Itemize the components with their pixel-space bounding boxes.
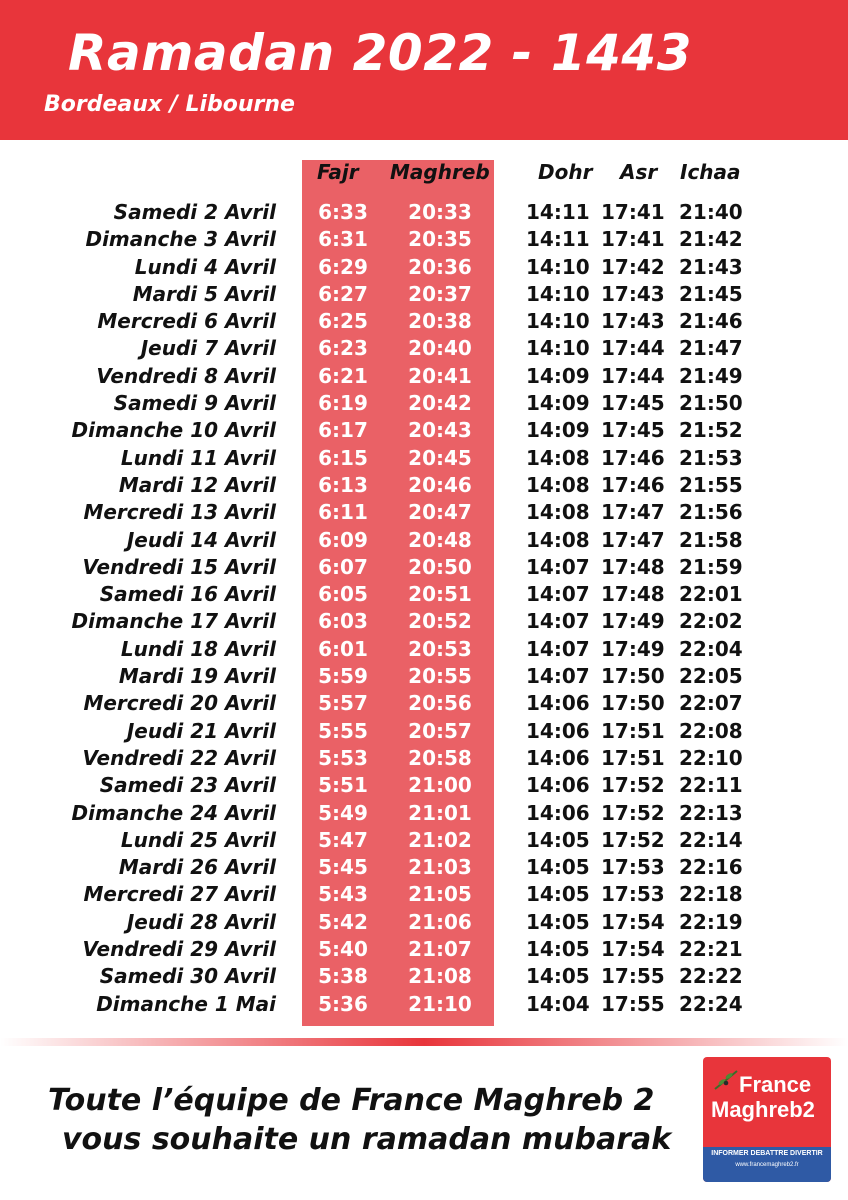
table-row: [0, 608, 848, 635]
maghreb-time: 20:58: [408, 745, 472, 770]
france-maghreb2-logo: [703, 1057, 831, 1182]
maghreb-time: 20:48: [408, 527, 472, 552]
table-row: [0, 363, 848, 390]
day-label: Vendredi 29 Avril: [82, 937, 276, 962]
fajr-time: 5:51: [318, 773, 368, 798]
table-row: [0, 936, 848, 963]
fajr-time: 6:13: [318, 472, 368, 497]
table-row: [0, 854, 848, 881]
olive-branch-icon: [713, 1067, 739, 1093]
ichaa-time: 21:58: [679, 527, 743, 552]
ichaa-time: 22:04: [679, 636, 743, 661]
dohr-time: 14:07: [526, 636, 590, 661]
logo-text-line-1: France: [739, 1072, 812, 1097]
ichaa-time: 21:42: [679, 227, 743, 252]
dohr-time: 14:05: [526, 827, 590, 852]
day-label: Vendredi 22 Avril: [82, 745, 276, 770]
day-label: Mardi 19 Avril: [118, 664, 276, 689]
maghreb-time: 20:37: [408, 281, 472, 306]
ichaa-time: 22:13: [679, 800, 743, 825]
maghreb-time: 21:08: [408, 964, 472, 989]
asr-time: 17:48: [601, 554, 665, 579]
fajr-time: 6:33: [318, 200, 368, 224]
table-row: [0, 554, 848, 581]
maghreb-time: 20:47: [408, 500, 472, 525]
maghreb-time: 21:10: [408, 991, 472, 1016]
day-label: Vendredi 15 Avril: [82, 554, 276, 579]
maghreb-time: 20:43: [408, 418, 472, 443]
ichaa-time: 22:08: [679, 718, 743, 743]
ichaa-time: 21:43: [679, 254, 743, 279]
dohr-time: 14:10: [526, 254, 590, 279]
asr-time: 17:42: [601, 254, 665, 279]
asr-time: 17:52: [601, 800, 665, 825]
table-row: [0, 308, 848, 335]
fajr-time: 5:43: [318, 882, 368, 907]
table-row: [0, 881, 848, 908]
fajr-time: 6:29: [318, 254, 368, 279]
fajr-time: 5:42: [318, 909, 368, 934]
day-label: Lundi 18 Avril: [120, 636, 276, 661]
fajr-time: 6:17: [318, 418, 368, 443]
divider: [0, 1038, 848, 1046]
day-label: Mardi 12 Avril: [118, 472, 276, 497]
ichaa-time: 22:22: [679, 964, 743, 989]
asr-time: 17:51: [601, 718, 665, 743]
page-subtitle: Bordeaux / Libourne: [44, 92, 295, 117]
ichaa-time: 22:24: [679, 991, 743, 1016]
fajr-time: 6:19: [318, 391, 368, 416]
dohr-time: 14:09: [526, 418, 590, 443]
fajr-time: 6:11: [318, 500, 368, 525]
fajr-time: 6:31: [318, 227, 368, 252]
day-label: Jeudi 28 Avril: [126, 909, 276, 934]
fajr-time: 6:09: [318, 527, 368, 552]
day-label: Samedi 2 Avril: [113, 200, 276, 224]
dohr-time: 14:05: [526, 882, 590, 907]
asr-time: 17:54: [601, 937, 665, 962]
column-header-maghreb: Maghreb: [390, 160, 490, 184]
asr-time: 17:48: [601, 582, 665, 607]
table-row: [0, 909, 848, 936]
ichaa-time: 21:45: [679, 281, 743, 306]
ichaa-time: 22:05: [679, 664, 743, 689]
day-label: Lundi 4 Avril: [134, 254, 276, 279]
prayer-times-table: [0, 199, 848, 1018]
ichaa-time: 21:52: [679, 418, 743, 443]
column-header-ichaa: Ichaa: [680, 160, 741, 184]
asr-time: 17:53: [601, 855, 665, 880]
asr-time: 17:49: [601, 609, 665, 634]
maghreb-time: 20:52: [408, 609, 472, 634]
dohr-time: 14:08: [526, 500, 590, 525]
table-row: [0, 745, 848, 772]
table-row: [0, 800, 848, 827]
day-label: Lundi 25 Avril: [120, 827, 276, 852]
asr-time: 17:54: [601, 909, 665, 934]
asr-time: 17:44: [601, 336, 665, 361]
fajr-time: 5:38: [318, 964, 368, 989]
table-row: [0, 199, 848, 226]
table-row: [0, 663, 848, 690]
fajr-time: 5:49: [318, 800, 368, 825]
fajr-time: 5:59: [318, 664, 368, 689]
day-label: Samedi 9 Avril: [113, 391, 276, 416]
day-label: Dimanche 3 Avril: [85, 227, 276, 252]
asr-time: 17:53: [601, 882, 665, 907]
footer-message-line-1: Toute l’équipe de France Maghreb 2: [48, 1083, 655, 1118]
ichaa-time: 22:14: [679, 827, 743, 852]
header-banner: [0, 0, 848, 140]
fajr-time: 6:07: [318, 554, 368, 579]
ichaa-time: 21:50: [679, 391, 743, 416]
ichaa-time: 21:53: [679, 445, 743, 470]
fajr-time: 6:15: [318, 445, 368, 470]
day-label: Vendredi 8 Avril: [96, 363, 276, 388]
asr-time: 17:43: [601, 281, 665, 306]
column-header-asr: Asr: [620, 160, 658, 184]
asr-time: 17:52: [601, 827, 665, 852]
maghreb-time: 20:35: [408, 227, 472, 252]
day-label: Mercredi 13 Avril: [83, 500, 276, 525]
asr-time: 17:49: [601, 636, 665, 661]
table-row: [0, 772, 848, 799]
ichaa-time: 22:01: [679, 582, 743, 607]
asr-time: 17:44: [601, 363, 665, 388]
dohr-time: 14:06: [526, 800, 590, 825]
maghreb-time: 20:51: [408, 582, 472, 607]
fajr-time: 5:45: [318, 855, 368, 880]
maghreb-time: 20:36: [408, 254, 472, 279]
table-row: [0, 527, 848, 554]
maghreb-time: 21:02: [408, 827, 472, 852]
dohr-time: 14:09: [526, 391, 590, 416]
dohr-time: 14:11: [526, 227, 590, 252]
dohr-time: 14:05: [526, 964, 590, 989]
fajr-time: 6:01: [318, 636, 368, 661]
dohr-time: 14:07: [526, 609, 590, 634]
dohr-time: 14:05: [526, 909, 590, 934]
dohr-time: 14:07: [526, 582, 590, 607]
asr-time: 17:45: [601, 391, 665, 416]
maghreb-time: 20:56: [408, 691, 472, 716]
day-label: Dimanche 17 Avril: [71, 609, 276, 634]
maghreb-time: 20:42: [408, 391, 472, 416]
table-row: [0, 827, 848, 854]
fajr-time: 5:47: [318, 827, 368, 852]
day-label: Lundi 11 Avril: [120, 445, 276, 470]
fajr-time: 6:25: [318, 309, 368, 334]
dohr-time: 14:06: [526, 773, 590, 798]
ichaa-time: 22:16: [679, 855, 743, 880]
ichaa-time: 21:49: [679, 363, 743, 388]
table-row: [0, 390, 848, 417]
maghreb-time: 20:33: [408, 200, 472, 224]
dohr-time: 14:06: [526, 691, 590, 716]
asr-time: 17:41: [601, 200, 665, 224]
dohr-time: 14:08: [526, 445, 590, 470]
fajr-time: 6:05: [318, 582, 368, 607]
maghreb-time: 20:38: [408, 309, 472, 334]
dohr-time: 14:10: [526, 336, 590, 361]
ichaa-time: 21:59: [679, 554, 743, 579]
table-row: [0, 690, 848, 717]
dohr-time: 14:11: [526, 200, 590, 224]
column-header-fajr: Fajr: [317, 160, 359, 184]
fajr-time: 5:36: [318, 991, 368, 1016]
asr-time: 17:46: [601, 445, 665, 470]
dohr-time: 14:08: [526, 527, 590, 552]
ichaa-time: 22:18: [679, 882, 743, 907]
ichaa-time: 21:47: [679, 336, 743, 361]
fajr-time: 5:40: [318, 937, 368, 962]
table-row: [0, 499, 848, 526]
day-label: Dimanche 24 Avril: [71, 800, 276, 825]
dohr-time: 14:09: [526, 363, 590, 388]
asr-time: 17:55: [601, 964, 665, 989]
logo-tagline: INFORMER DEBATTRE DIVERTIR: [711, 1150, 823, 1157]
dohr-time: 14:06: [526, 718, 590, 743]
table-row: [0, 281, 848, 308]
ichaa-time: 21:55: [679, 472, 743, 497]
dohr-time: 14:05: [526, 937, 590, 962]
day-label: Mardi 26 Avril: [118, 855, 276, 880]
table-row: [0, 226, 848, 253]
table-row: [0, 254, 848, 281]
day-label: Jeudi 14 Avril: [126, 527, 276, 552]
day-label: Mercredi 20 Avril: [83, 691, 276, 716]
maghreb-time: 21:05: [408, 882, 472, 907]
asr-time: 17:41: [601, 227, 665, 252]
dohr-time: 14:10: [526, 281, 590, 306]
day-label: Samedi 23 Avril: [99, 773, 276, 798]
page-title: Ramadan 2022 - 1443: [68, 24, 693, 82]
maghreb-time: 21:06: [408, 909, 472, 934]
fajr-time: 6:03: [318, 609, 368, 634]
dohr-time: 14:06: [526, 745, 590, 770]
dohr-time: 14:05: [526, 855, 590, 880]
ichaa-time: 22:21: [679, 937, 743, 962]
day-label: Dimanche 1 Mai: [96, 991, 276, 1016]
day-label: Samedi 16 Avril: [99, 582, 276, 607]
ichaa-time: 21:46: [679, 309, 743, 334]
table-row: [0, 445, 848, 472]
table-row: [0, 581, 848, 608]
maghreb-time: 21:01: [408, 800, 472, 825]
dohr-time: 14:07: [526, 664, 590, 689]
ichaa-time: 22:19: [679, 909, 743, 934]
asr-time: 17:55: [601, 991, 665, 1016]
day-label: Mercredi 6 Avril: [97, 309, 276, 334]
asr-time: 17:47: [601, 500, 665, 525]
fajr-time: 6:27: [318, 281, 368, 306]
day-label: Samedi 30 Avril: [99, 964, 276, 989]
table-row: [0, 718, 848, 745]
day-label: Mardi 5 Avril: [132, 281, 276, 306]
asr-time: 17:47: [601, 527, 665, 552]
ichaa-time: 22:07: [679, 691, 743, 716]
dohr-time: 14:10: [526, 309, 590, 334]
dohr-time: 14:04: [526, 991, 590, 1016]
dohr-time: 14:08: [526, 472, 590, 497]
maghreb-time: 20:40: [408, 336, 472, 361]
maghreb-time: 21:00: [408, 773, 472, 798]
asr-time: 17:51: [601, 745, 665, 770]
asr-time: 17:50: [601, 691, 665, 716]
ichaa-time: 22:02: [679, 609, 743, 634]
asr-time: 17:46: [601, 472, 665, 497]
day-label: Mercredi 27 Avril: [83, 882, 276, 907]
asr-time: 17:50: [601, 664, 665, 689]
maghreb-time: 20:45: [408, 445, 472, 470]
ichaa-time: 21:40: [679, 200, 743, 224]
maghreb-time: 21:07: [408, 937, 472, 962]
table-row: [0, 636, 848, 663]
ichaa-time: 22:10: [679, 745, 743, 770]
maghreb-time: 20:55: [408, 664, 472, 689]
day-label: Jeudi 7 Avril: [140, 336, 276, 361]
table-row: [0, 472, 848, 499]
column-header-dohr: Dohr: [538, 160, 593, 184]
fajr-time: 5:53: [318, 745, 368, 770]
asr-time: 17:43: [601, 309, 665, 334]
day-label: Dimanche 10 Avril: [71, 418, 276, 443]
dohr-time: 14:07: [526, 554, 590, 579]
logo-url: www.francemaghreb2.fr: [735, 1162, 799, 1168]
table-row: [0, 417, 848, 444]
maghreb-time: 21:03: [408, 855, 472, 880]
maghreb-time: 20:46: [408, 472, 472, 497]
table-row: [0, 963, 848, 990]
asr-time: 17:45: [601, 418, 665, 443]
logo-tagline-bar: [703, 1147, 831, 1182]
fajr-time: 6:21: [318, 363, 368, 388]
fajr-time: 6:23: [318, 336, 368, 361]
day-label: Jeudi 21 Avril: [126, 718, 276, 743]
maghreb-time: 20:41: [408, 363, 472, 388]
asr-time: 17:52: [601, 773, 665, 798]
fajr-time: 5:55: [318, 718, 368, 743]
ichaa-time: 22:11: [679, 773, 743, 798]
maghreb-time: 20:53: [408, 636, 472, 661]
table-row: [0, 335, 848, 362]
fajr-time: 5:57: [318, 691, 368, 716]
logo-text-line-2: Maghreb2: [711, 1097, 815, 1122]
footer-message-line-2: vous souhaite un ramadan mubarak: [62, 1122, 672, 1157]
maghreb-time: 20:57: [408, 718, 472, 743]
table-row: [0, 991, 848, 1018]
ichaa-time: 21:56: [679, 500, 743, 525]
maghreb-time: 20:50: [408, 554, 472, 579]
